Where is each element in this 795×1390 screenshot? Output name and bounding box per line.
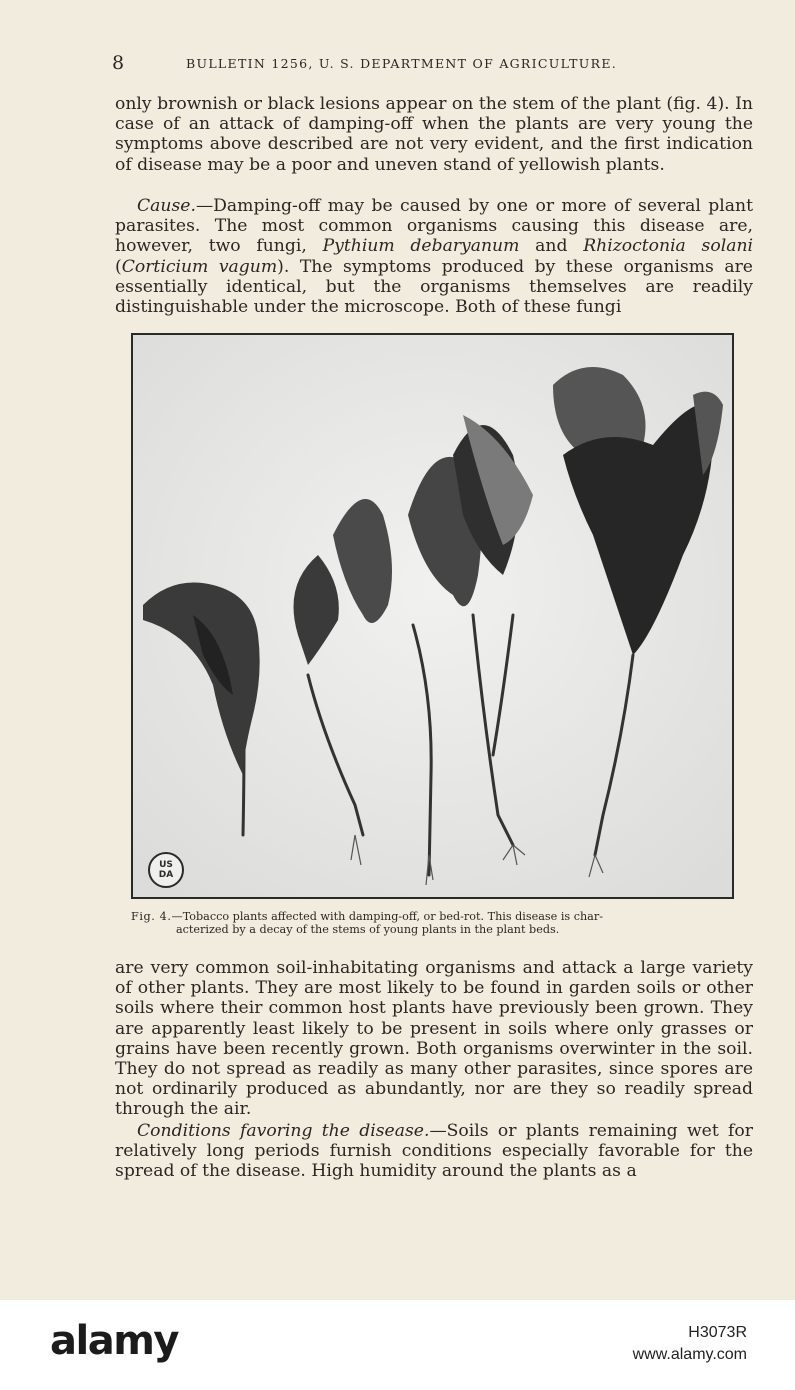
paragraph-symptoms-continued: only brownish or black lesions appear on the stem of the plant (fig. 4). In case of an attack of damping-off when the plants are very young the symptoms above described are not very evident, and the first indication of disease may be a poor and uneven stand of yellowish plants. [115, 94, 753, 175]
running-head: BULLETIN 1256, U. S. DEPARTMENT OF AGRICULTURE. [186, 56, 618, 71]
figure-photograph [131, 333, 734, 899]
caption-line-1: —Tobacco plants affected with damping-off, or bed-rot. This disease is char- [171, 910, 603, 923]
conditions-heading: Conditions favoring the disease. [137, 1121, 430, 1141]
species-pythium: Pythium debaryanum [322, 236, 520, 257]
paragraph-conditions: Conditions favoring the disease.—Soils or plants remaining wet for relatively long periods furnish conditions especially favorable for the spread of the disease. High humidity around the plants as a [115, 1121, 753, 1182]
site-url: www.alamy.com [632, 1346, 747, 1363]
usda-seal-icon: US DA [148, 852, 184, 888]
paragraph-fungi-habitat: are very common soil-inhabitating organisms and attack a large variety of other plants. They are most likely to be found in garden soils or other soils where their common host plants have previously been grown. They are apparently least likely to be present in soils where only grasses or grains have been recently grown. Both organisms overwinter in the soil. They do not spread as readily as many other parasites, since spores are not ordinarily produced as abundantly, nor are they so readily spread through the air. [115, 958, 753, 1120]
page-number: 8 [112, 52, 125, 74]
paragraph-cause: Cause.—Damping-off may be caused by one or more of several plant parasites. The most common organisms causing this disease are, however, two fungi, Pythium debaryanum and Rhizoctonia solani (Corticium vagum). The symptoms produced by these organisms are essentially identical, but the organisms themselves are readily distinguishable under the microscope. Both of these fungi [115, 196, 754, 318]
stock-image-info [633, 1322, 747, 1366]
figure-caption [131, 911, 734, 936]
alamy-logo: alamy [50, 1318, 178, 1364]
image-id: H3073R [688, 1324, 747, 1341]
cause-heading: Cause. [137, 196, 196, 216]
species-corticium: Corticium vagum [121, 256, 278, 277]
caption-line-2: acterized by a decay of the stems of young plants in the plant beds. [176, 922, 560, 936]
tobacco-seedlings-illustration [133, 335, 732, 897]
page-header [112, 52, 684, 74]
figure-label: Fig. 4. [131, 910, 172, 923]
stock-watermark-bar [0, 1300, 795, 1390]
species-rhizoctonia: Rhizoctonia solani [583, 236, 754, 257]
